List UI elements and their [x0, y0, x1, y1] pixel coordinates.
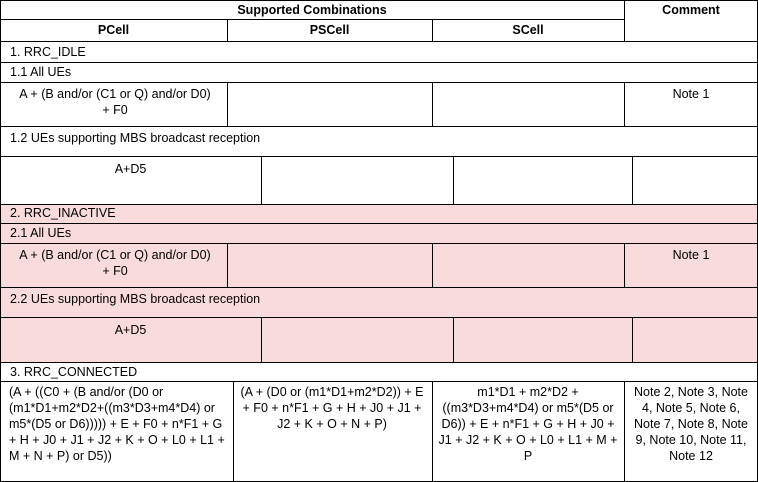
border-line: [233, 381, 234, 482]
scell-header: SCell: [512, 23, 544, 37]
inactive-section-background: [0, 204, 758, 362]
border-line: [0, 19, 624, 20]
pscell-header: PSCell: [309, 23, 350, 37]
idle-all-ues-label: 1.1 All UEs: [10, 65, 72, 79]
rrc-idle-title: 1. RRC_IDLE: [10, 45, 86, 59]
inactive-mbs-pcell: A+D5: [114, 323, 147, 337]
border-line: [0, 0, 758, 1]
idle-all-ues-comment: Note 1: [672, 87, 710, 101]
border-line: [261, 317, 262, 363]
connected-scell: m1*D1 + m2*D2 + ((m3*D3+m4*D4) or m5*(D5 or D6)) + E + n*F1 + G + H + J0 + J1 + J2 + K + O + L0 + L1 + M + P: [438, 385, 618, 463]
border-line: [432, 243, 433, 288]
border-line: [0, 317, 758, 318]
border-line: [453, 317, 454, 363]
border-line: [624, 381, 625, 482]
border-line: [432, 381, 433, 482]
border-line: [0, 381, 758, 382]
border-line: [0, 0, 1, 482]
border-line: [0, 62, 758, 63]
border-line: [0, 362, 758, 363]
idle-mbs-label: 1.2 UEs supporting MBS broadcast reception: [10, 131, 261, 145]
border-line: [0, 82, 758, 83]
rrc-inactive-title: 2. RRC_INACTIVE: [10, 206, 116, 220]
supported-combinations-header: Supported Combinations: [237, 3, 387, 17]
border-line: [0, 287, 758, 288]
border-line: [632, 317, 633, 363]
border-line: [227, 82, 228, 127]
border-line: [0, 41, 758, 42]
border-line: [0, 243, 758, 244]
comment-header: Comment: [662, 3, 720, 17]
inactive-all-ues-pcell: A + (B and/or (C1 or Q) and/or D0) + F0: [19, 248, 211, 278]
border-line: [453, 156, 454, 205]
border-line: [432, 82, 433, 127]
inactive-all-ues-comment: Note 1: [672, 248, 710, 262]
idle-mbs-pcell: A+D5: [114, 162, 147, 176]
connected-comment: Note 2, Note 3, Note 4, Note 5, Note 6, Note 7, Note 8, Note 9, Note 10, Note 11, Note 12: [634, 385, 748, 463]
border-line: [632, 156, 633, 205]
border-line: [0, 156, 758, 157]
border-line: [0, 126, 758, 127]
rrc-connected-title: 3. RRC_CONNECTED: [10, 365, 138, 379]
inactive-all-ues-label: 2.1 All UEs: [10, 226, 72, 240]
inactive-mbs-label: 2.2 UEs supporting MBS broadcast reception: [10, 292, 261, 306]
border-line: [0, 223, 758, 224]
connected-pscell: (A + (D0 or (m1*D1+m2*D2)) + E + F0 + n*F1 + G + H + J0 + J1 + J2 + K + O + N + P): [240, 385, 424, 431]
idle-all-ues-pcell: A + (B and/or (C1 or Q) and/or D0) + F0: [19, 87, 211, 117]
connected-pcell: (A + ((C0 + (B and/or (D0 or (m1*D1+m2*D2+((m3*D3+m4*D4) or m5*(D5 or D6))))) + E + F0 + n*F1 + G + H + J0 + J1 + J2 + K + O + L0 + L1 + M + N + P) or D5)): [9, 385, 225, 463]
pcell-header: PCell: [97, 23, 130, 37]
border-line: [227, 243, 228, 288]
border-line: [261, 156, 262, 205]
